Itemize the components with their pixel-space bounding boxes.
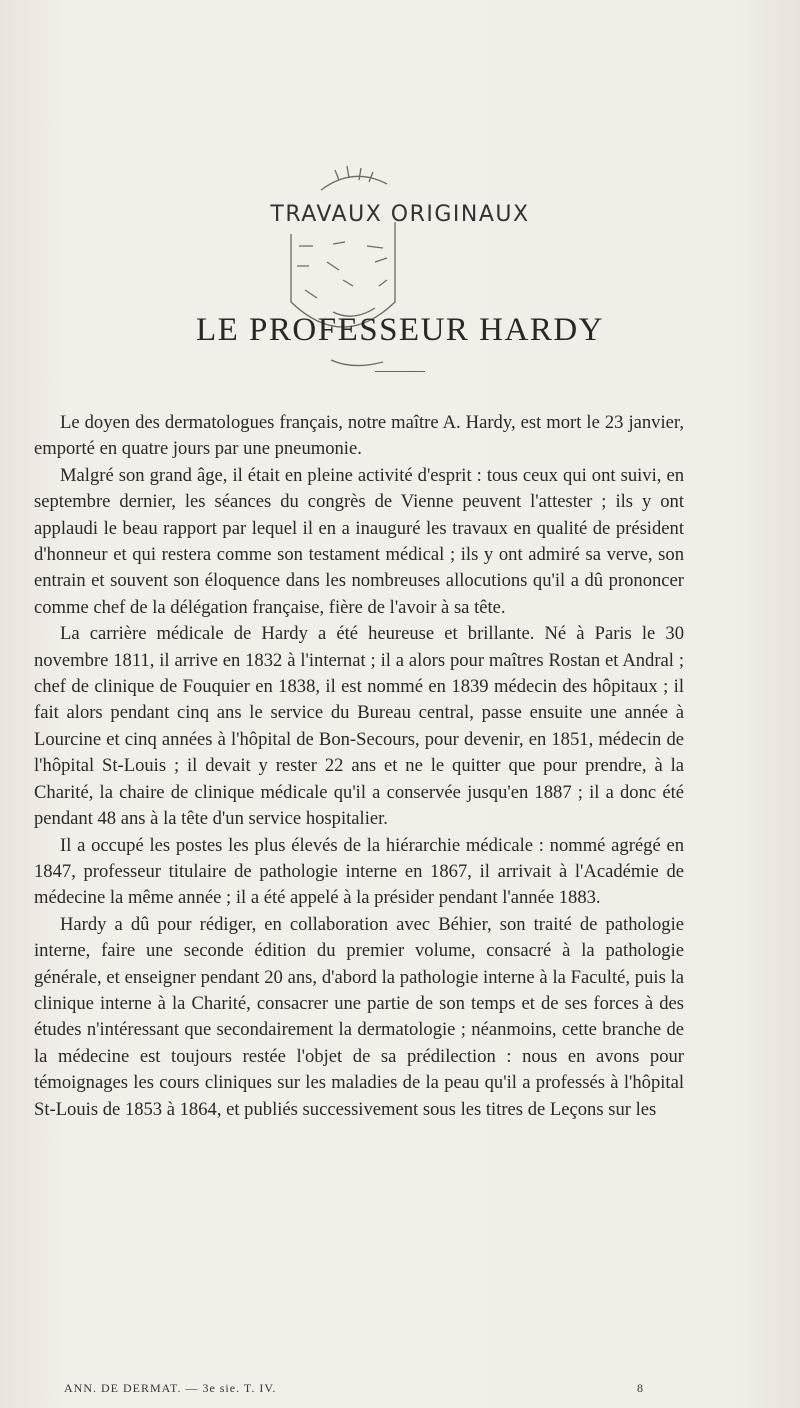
title-divider <box>375 371 425 372</box>
paragraph: Il a occupé les postes les plus élevés de la hiérarchie médicale : nommé agrégé en 1847, professeur titulaire de pathologie interne en 1867, il arrivait à l'Académie de médecine la même année ; il a été appelé à la présider pendant l'année 1883. <box>34 834 684 909</box>
page-footer <box>64 1381 644 1396</box>
paragraph: La carrière médicale de Hardy a été heureuse et brillante. Né à Paris le 30 novembre 1811, il arrive en 1832 à l'internat ; il a alors pour maîtres Rostan et Andral ; chef de clinique de Fouquier en 1838, il est nommé en 1839 médecin des hôpitaux ; il fait alors pendant cinq ans le service du Bureau central, passe ensuite une année à Lourcine et cinq années à l'hôpital de Bon-Secours, pour devenir, en 1851, médecin de l'hôpital St-Louis ; il devait y rester 22 ans et ne le quitter que pour prendre, à la Charité, la chaire de clinique médicale qu'il a conservée jusqu'en 1887 ; il a donc été pendant 48 ans à la tête d'un service hospitalier. <box>34 623 684 830</box>
paragraph: Le doyen des dermatologues français, notre maître A. Hardy, est mort le 23 janvier, emporté en quatre jours par une pneumonie. <box>34 412 684 460</box>
page-number: 8 <box>637 1381 644 1395</box>
paragraph: Hardy a dû pour rédiger, en collaboration avec Béhier, son traité de pathologie interne, faire une seconde édition du premier volume, consacré à la pathologie générale, et enseigner pendant 20 ans, d'abord la pathologie interne à la Faculté, puis la clinique interne à la Charité, consacrer une partie de son temps et de ses forces à des études n'intéressant que secondairement la dermatologie ; néanmoins, cette branche de la médecine est toujours restée l'objet de sa prédilection : nous en avons pour témoignages les cours cliniques sur les maladies de la peau qu'il a professés à l'hôpital St-Louis de 1853 à 1864, et publiés successivement sous les titres de Leçons sur les <box>34 913 684 1120</box>
journal-reference: ANN. DE DERMAT. — 3e sie. T. IV. <box>64 1381 277 1395</box>
article-title: LE PROFESSEUR HARDY <box>195 312 605 348</box>
section-title: TRAVAUX ORIGINAUX <box>270 202 530 227</box>
paragraph: Malgré son grand âge, il était en pleine activité d'esprit : tous ceux qui ont suivi, en septembre dernier, les séances du congrès de Vienne peuvent l'attester ; ils y ont applaudi le beau rapport par lequel il en a inauguré les travaux en qualité de président d'honneur et qui restera comme son testament médical ; ils y ont admiré sa verve, son entrain et souvent son éloquence dans les nombreuses allocutions qu'il a dû prononcer comme chef de la délégation française, fière de l'avoir à sa tête. <box>34 464 684 618</box>
article-body <box>34 410 684 1123</box>
